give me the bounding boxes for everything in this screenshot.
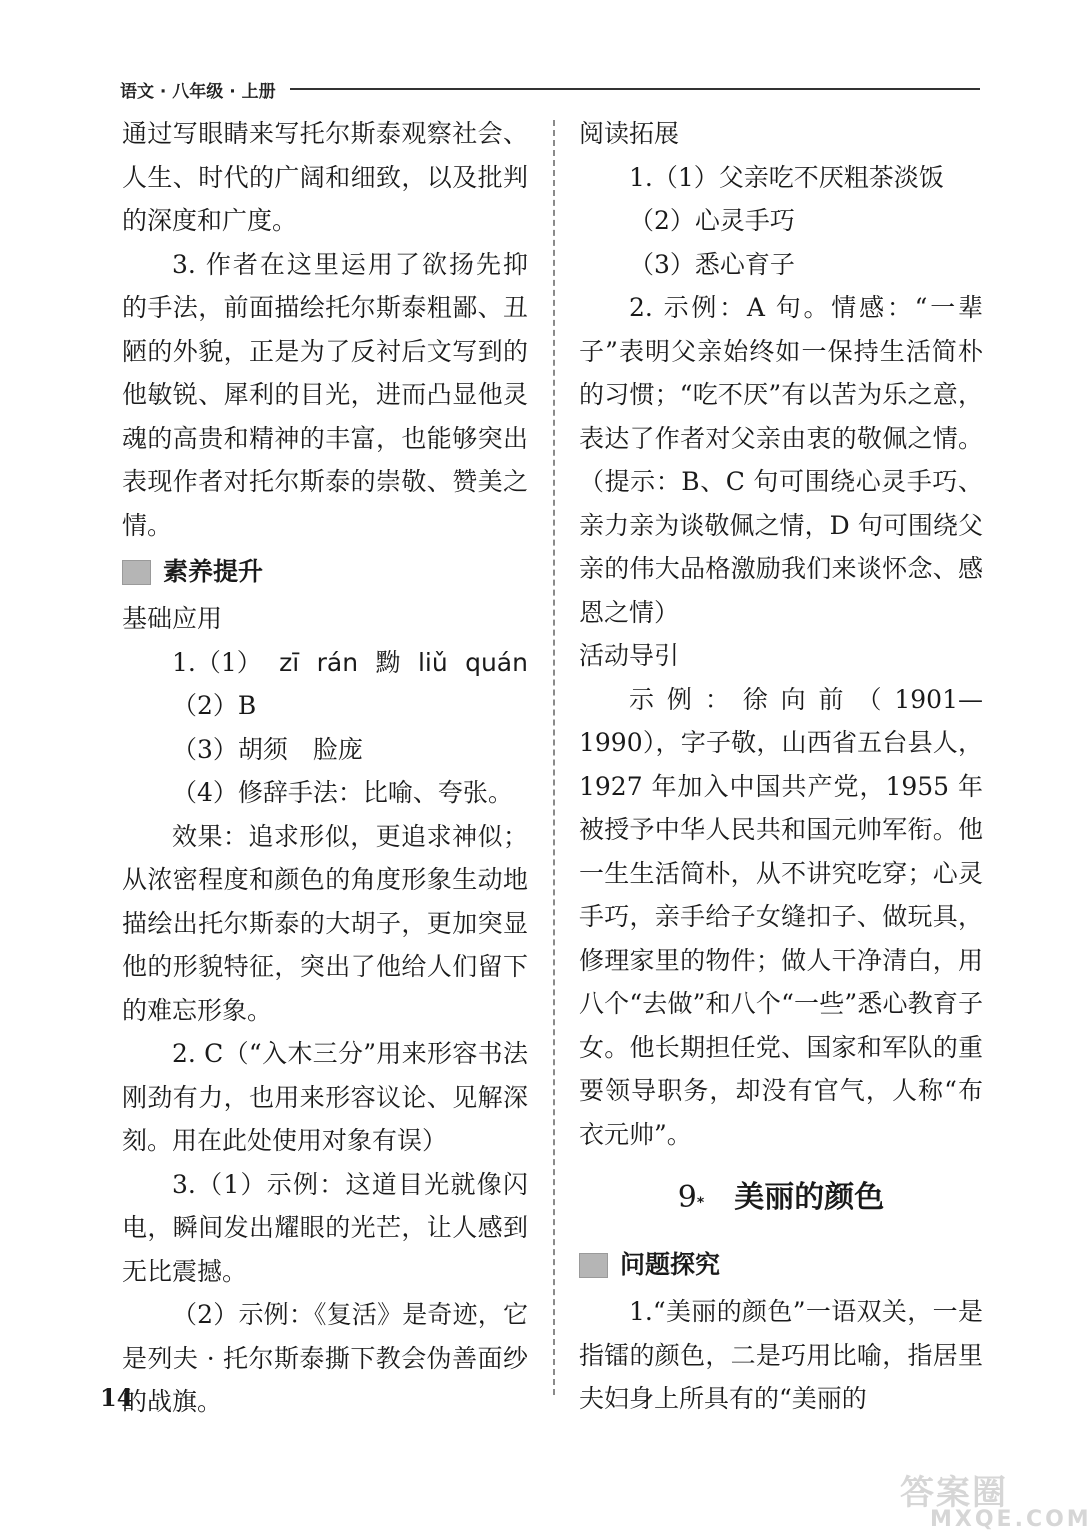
answer-1-4: （4）修辞手法：比喻、夸张。 (172, 778, 513, 807)
pinyin-item: liǔ (417, 647, 448, 677)
right-column (579, 112, 983, 1421)
column-divider (553, 120, 555, 1395)
answer-2: 2. C（“入木三分”用来形容书法刚劲有力，也用来形容议论、见解深刻。用在此处使用对象有误） (122, 1039, 528, 1155)
section-title: 素养提升 (163, 557, 264, 587)
answer-3: 3. 作者在这里运用了欲扬先抑的手法，前面描绘托尔斯泰粗鄙、丑陋的外貌，正是为了反衬后文写到的他敏锐、犀利的目光，进而凸显他灵魂的高贵和精神的丰富，也能够突出表现作者对托尔斯泰的崇敬、赞美之情。 (122, 249, 528, 540)
running-header (120, 76, 980, 102)
answer-1-4-effect: 效果：追求形似，更追求神似；从浓密程度和颜色的角度形象生动地描绘出托尔斯泰的大胡子，更加突显他的形貌特征，突出了他给人们留下的难忘形象。 (122, 821, 528, 1025)
answer-1-1-prefix: 1.（1） (172, 647, 262, 677)
answer-1-1 (122, 641, 528, 685)
watermark-text: 答案圈 (900, 1473, 1008, 1513)
watermark-logo (900, 1473, 1092, 1532)
section-marker-icon (122, 560, 151, 585)
page-number: 14 (100, 1383, 134, 1412)
left-paragraph-continued: 通过写眼睛来写托尔斯泰观察社会、人生、时代的广阔和细致，以及批判的深度和广度。 (122, 119, 528, 235)
section-title: 问题探究 (620, 1250, 721, 1280)
lesson-heading (579, 1156, 983, 1240)
answer-3-1: 3.（1）示例：这道目光就像闪电，瞬间发出耀眼的光芒，让人感到无比震撼。 (122, 1169, 528, 1286)
activity-example: 示例：徐向前（1901—1990），字子敬，山西省五台县人，1927 年加入中国共产党，1955 年被授予中华人民共和国元帅军衔。他一生生活简朴，从不讲究吃穿；心灵手巧，亲手给子女缝扣子、做玩具，修理家里的物件；做人干净清白，用八个“去做”和八个“一些”悉心教育子女。他长期担任党、国家和军队的重要领导职务，却没有官气，人称“布衣元帅”。 (579, 684, 983, 1149)
header-rule (290, 88, 980, 90)
inquiry-answer-1: 1.“美丽的颜色”一语双关，一是指镭的颜色，二是巧用比喻，指居里夫妇身上所具有的“美丽的 (579, 1297, 983, 1413)
lesson-title: 美丽的颜色 (734, 1180, 885, 1215)
reading-answer-1-3: （3）悉心育子 (629, 249, 795, 279)
book-title: 语文 · 八年级 · 上册 (120, 81, 276, 102)
subheading-huodong: 活动导引 (579, 641, 680, 670)
pinyin-item: rán (316, 647, 359, 677)
subheading-yuedu: 阅读拓展 (579, 119, 680, 148)
reading-answer-1-2: （2）心灵手巧 (629, 206, 795, 235)
pinyin-item: quán (465, 647, 528, 677)
answer-3-2: （2）示例：《复活》是奇迹，它是列夫 · 托尔斯泰撕下教会伪善面纱的战旗。 (122, 1300, 528, 1416)
lesson-star: * (696, 1195, 705, 1211)
watermark-url: MXQE.COM (930, 1507, 1092, 1532)
left-column (122, 112, 528, 1424)
reading-answer-2: 2. 示例：A 句。情感：“一辈子”表明父亲始终如一保持生活简朴的习惯；“吃不厌”有以苦为乐之意，表达了作者对父亲由衷的敬佩之情。（提示：B、C 句可围绕心灵手巧、亲力亲为谈敬佩之情，D 句可围绕父亲的伟大品格激励我们来谈怀念、感恩之情） (579, 293, 983, 627)
lesson-number: 9 (677, 1180, 697, 1215)
answer-1-2: （2）B (172, 691, 257, 720)
section-heading-suyang (122, 547, 528, 597)
section-marker-icon (579, 1253, 608, 1278)
pinyin-item: 黝 (375, 647, 401, 677)
reading-answer-1-1: 1.（1）父亲吃不厌粗茶淡饭 (629, 162, 944, 192)
pinyin-item: zī (279, 647, 300, 677)
subheading-jichu: 基础应用 (122, 604, 223, 633)
section-heading-wenti (579, 1240, 983, 1290)
answer-1-3: （3）胡须 脸庞 (172, 734, 363, 764)
